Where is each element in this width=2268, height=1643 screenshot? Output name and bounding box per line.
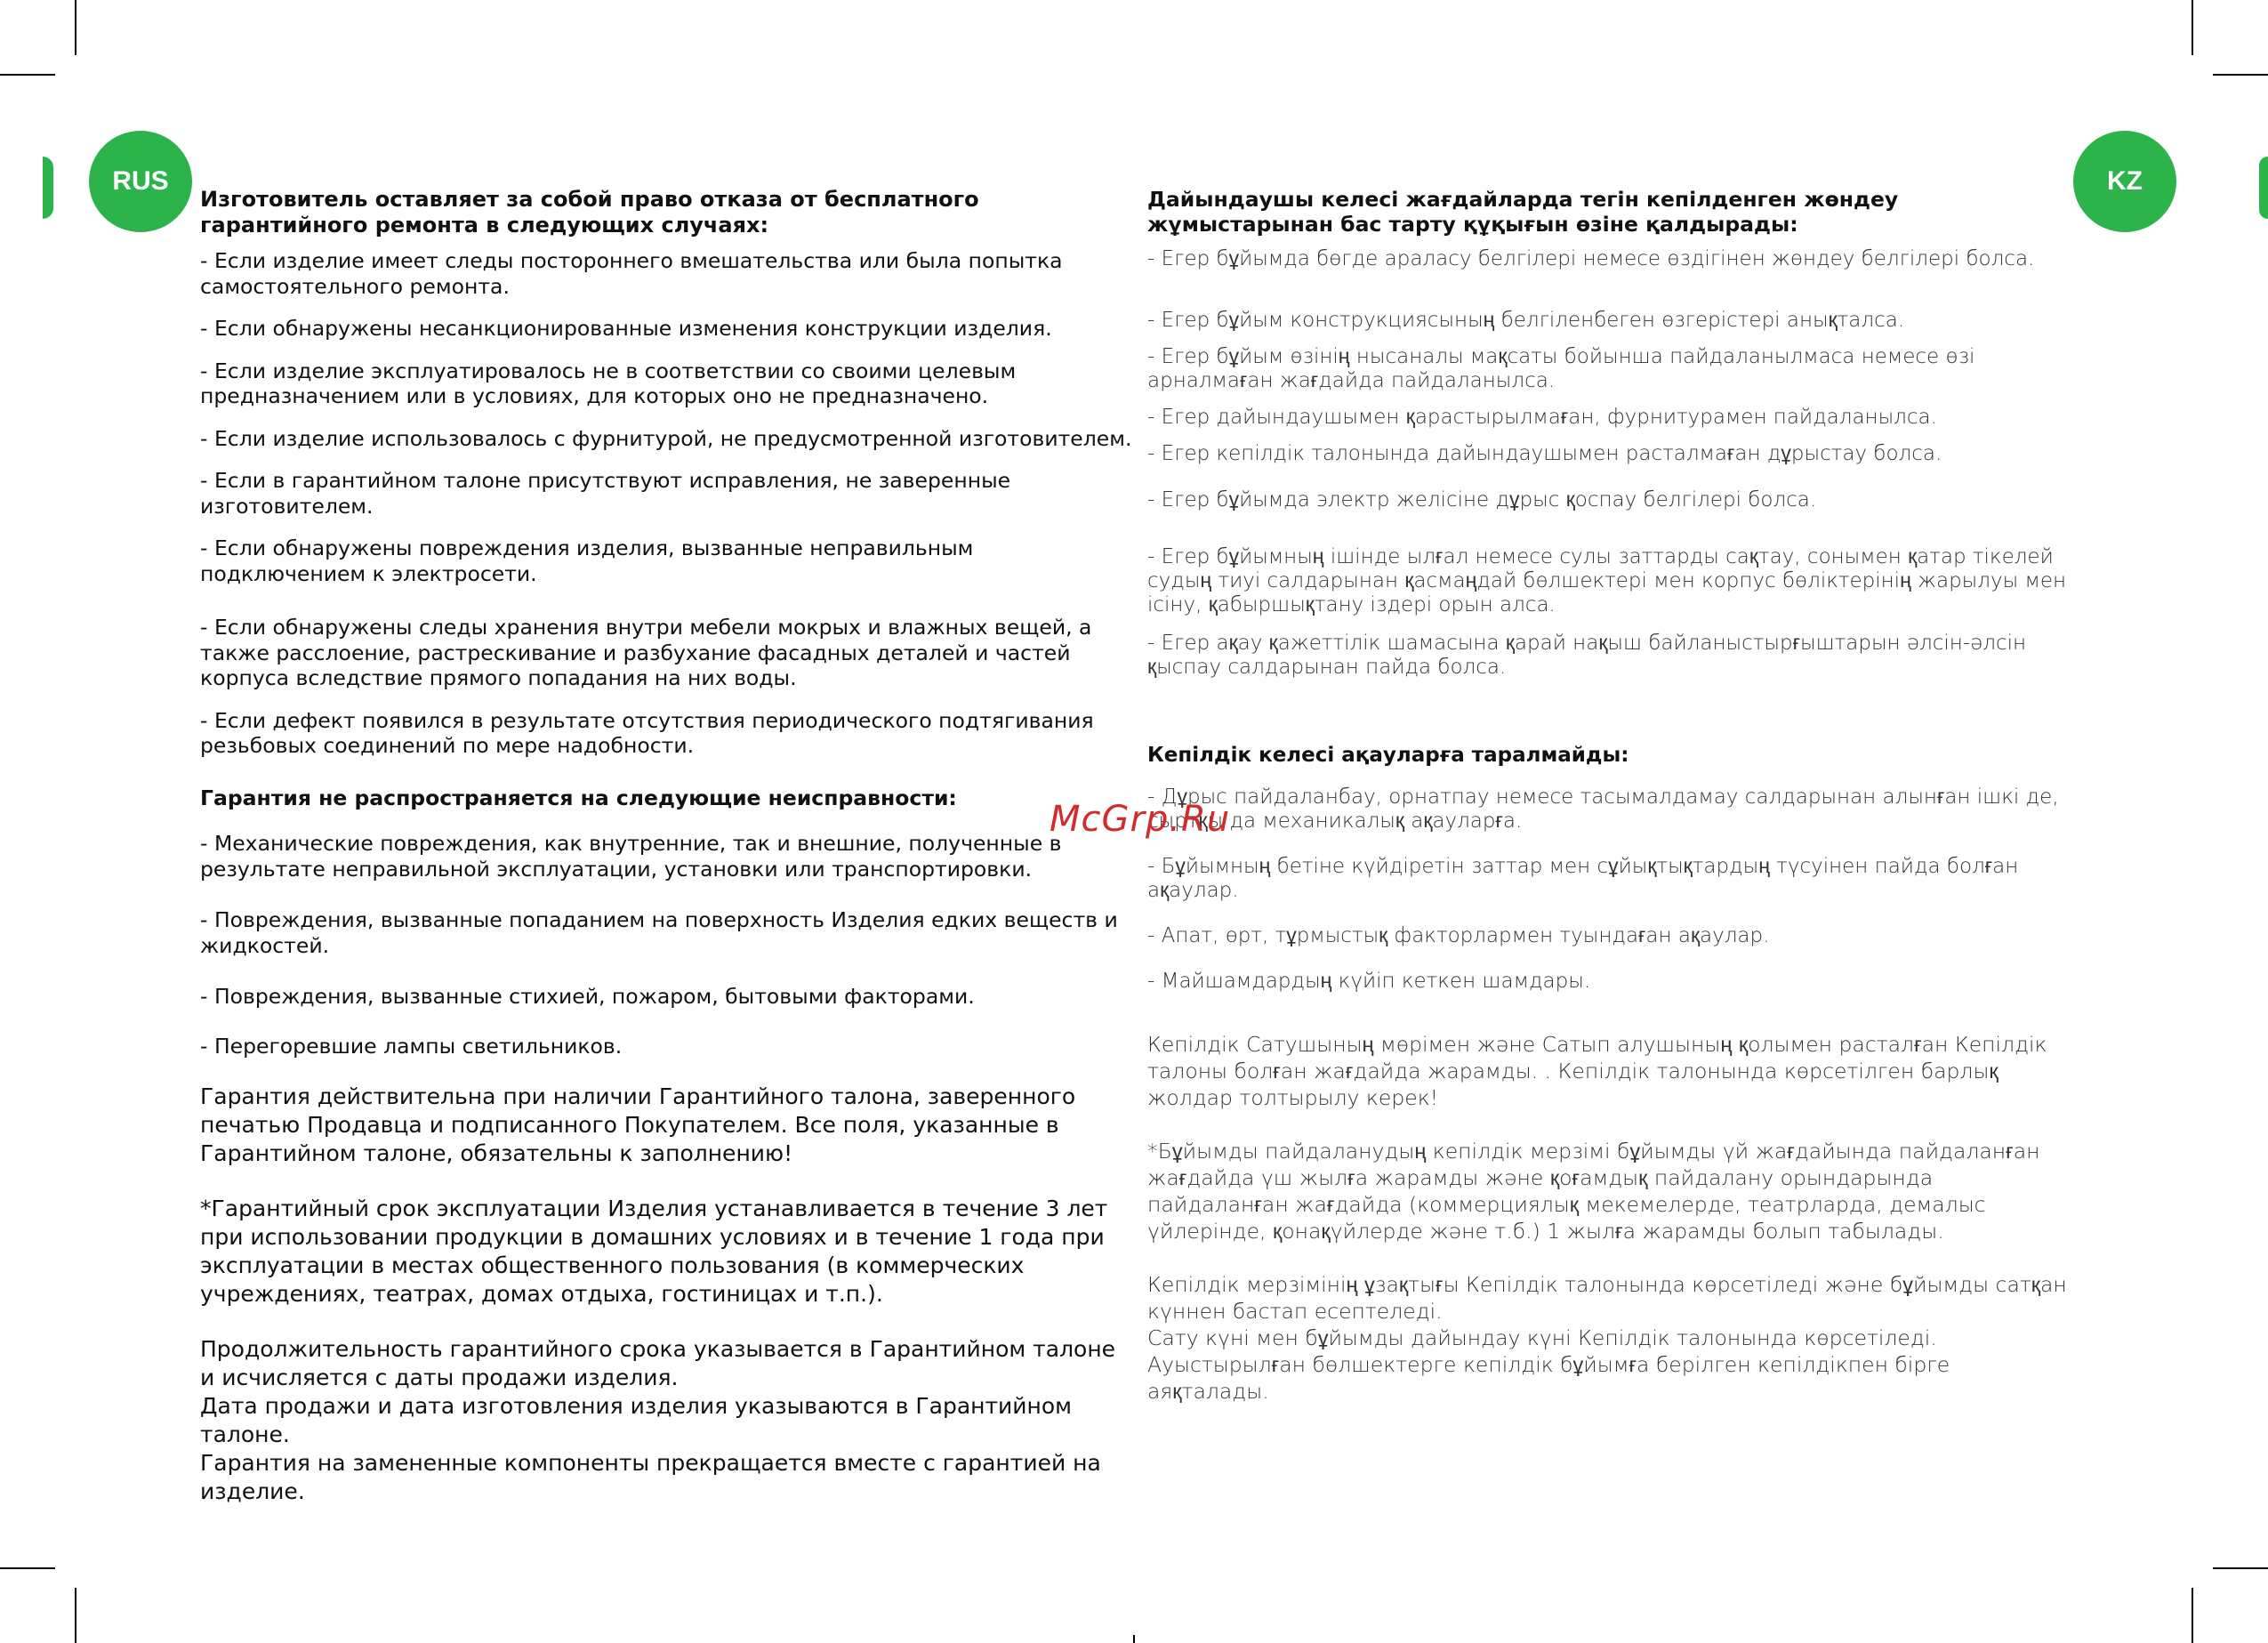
kz-paragraph-term: *Бұйымды пайдаланудың кепілдік мерзімі бұйымды үй жағдайында пайдаланған жағдайда үш жылға жарамды және қоғамдық пайдалану орындарында пайдаланған жағдайда (коммерциялық мекемелерде, театрларда, демалыс үйлерінде, қонақүйлерде және т.б.) 1 жылға жарамды болып табылады. bbox=[1147, 1139, 2040, 1244]
list-item: - Егер ақау қажеттілік шамасына қарай нақыш байланыстырғыштарын әлсін-әлсін қыспау салдарынан пайда болса. bbox=[1147, 632, 2027, 679]
kz-column bbox=[1147, 187, 2072, 1405]
list-item: - Егер бұйымда электр желісіне дұрыс қоспау белгілері болса. bbox=[1147, 488, 1817, 511]
crop-mark bbox=[75, 1588, 76, 1643]
list-item: - Если в гарантийном талоне присутствуют исправления, не заверенные изготовителем. bbox=[200, 468, 1011, 519]
green-edge-tab bbox=[2259, 157, 2268, 219]
list-item: - Если обнаружены несанкционированные изменения конструкции изделия. bbox=[200, 316, 1052, 341]
rus-heading-exclusions: Гарантия не распространяется на следующие неисправности: bbox=[200, 785, 957, 810]
kz-paragraph-line: Кепілдік мерзімінің ұзақтығы Кепілдік талонында көрсетіледі және бұйымды сатқан күннен бастап есептеледі. bbox=[1147, 1272, 2067, 1324]
list-item: - Егер кепілдік талонында дайындаушымен расталмаған дұрыстау болса. bbox=[1147, 442, 1942, 465]
crop-mark bbox=[2213, 1567, 2268, 1569]
list-item: - Перегоревшие лампы светильников. bbox=[200, 1033, 623, 1059]
list-item: - Бұйымның бетіне күйдіретін заттар мен сұйықтықтардың түсуінен пайда болған ақаулар. bbox=[1147, 855, 2019, 902]
list-item: - Механические повреждения, как внутренние, так и внешние, полученные в результате неправильной эксплуатации, установки или транспортировки. bbox=[200, 831, 1062, 882]
list-item: - Дұрыс пайдаланбау, орнатпау немесе тасымалдамау салдарынан алынған ішкі де, сыртқы да механикалық ақауларға. bbox=[1147, 785, 2059, 833]
list-item: - Егер бұйымда бөгде араласу белгілері немесе өздігінен жөндеу белгілері болса. bbox=[1147, 247, 2035, 270]
crop-mark bbox=[0, 1567, 55, 1569]
language-badge-kz: KZ bbox=[2073, 131, 2176, 232]
list-item: - Майшамдардың күйіп кеткен шамдары. bbox=[1147, 970, 1591, 993]
list-item: - Если обнаружены следы хранения внутри мебели мокрых и влажных вещей, а также расслоение, растрескивание и разбухание фасадных деталей и частей корпуса вследствие прямого попадания на них воды. bbox=[200, 615, 1092, 690]
kz-heading-exclusions: Кепілдік келесі ақауларға таралмайды: bbox=[1147, 744, 1629, 767]
rus-heading-refusal: Изготовитель оставляет за собой право отказа от бесплатного гарантийного ремонта в следующих случаях: bbox=[200, 187, 979, 238]
crop-mark bbox=[2192, 0, 2193, 55]
list-item: - Если изделие использовалось с фурнитурой, не предусмотренной изготовителем. bbox=[200, 425, 1132, 451]
rus-column bbox=[200, 187, 1134, 1506]
list-item: - Если обнаружены повреждения изделия, вызванные неправильным подключением к электросети. bbox=[200, 536, 974, 586]
rus-paragraph-line: Дата продажи и дата изготовления изделия указываются в Гарантийном талоне. bbox=[200, 1393, 1073, 1447]
list-item: - Егер дайындаушымен қарастырылмаған, фурнитурамен пайдаланылса. bbox=[1147, 406, 1937, 429]
list-item: - Если изделие имеет следы постороннего вмешательства или была попытка самостоятельного ремонта. bbox=[200, 248, 1063, 299]
green-edge-tab bbox=[43, 157, 53, 219]
rus-paragraph-term: *Гарантийный срок эксплуатации Изделия устанавливается в течение 3 лет при использовании продукции в домашних условиях и в течение 1 года при эксплуатации в местах общественного пользования (в коммерческих учреждениях, театрах, домах отдыха, гостиницах и т.п.). bbox=[200, 1196, 1108, 1307]
crop-mark bbox=[75, 0, 76, 55]
list-item: - Егер бұйымның ішінде ылғал немесе сулы заттарды сақтау, сонымен қатар тікелей судың тиуі салдарынан қасмаңдай бөлшектері мен корпус бөліктерінің жарылуы мен ісіну, қабыршықтану іздері орын алса. bbox=[1147, 545, 2067, 616]
list-item: - Повреждения, вызванные стихией, пожаром, бытовыми факторами. bbox=[200, 984, 975, 1009]
crop-mark bbox=[2213, 74, 2268, 76]
rus-paragraph-line: Продолжительность гарантийного срока указывается в Гарантийном талоне и исчисляется с даты продажи изделия. bbox=[200, 1336, 1116, 1390]
crop-mark bbox=[0, 74, 55, 76]
kz-paragraph-line: Ауыстырылған бөлшектерге кепілдік бұйымға берілген кепілдікпен бірге аяқталады. bbox=[1147, 1352, 1950, 1404]
language-badge-rus: RUS bbox=[89, 131, 192, 232]
kz-heading-refusal: Дайындаушы келесі жағдайларда тегін кепілденген жөндеу жұмыстарынан бас тарту құқығын өзіне қалдырады: bbox=[1147, 187, 1899, 237]
crop-mark bbox=[2192, 1588, 2193, 1643]
crop-mark bbox=[1133, 1635, 1135, 1643]
list-item: - Повреждения, вызванные попаданием на поверхность Изделия едких веществ и жидкостей. bbox=[200, 907, 1118, 958]
list-item: - Если дефект появился в результате отсутствия периодического подтягивания резьбовых соединений по мере надобности. bbox=[200, 707, 1094, 758]
list-item: - Апат, өрт, тұрмыстық факторлармен туындаған ақаулар. bbox=[1147, 924, 1770, 947]
list-item: - Егер бұйым өзінің нысаналы мақсаты бойынша пайдаланылмаса немесе өзі арналмаған жағдайда пайдаланылса. bbox=[1147, 345, 1975, 392]
kz-paragraph-validity: Кепілдік Сатушының мөрімен және Сатып алушының қолымен расталған Кепілдік талоны болған жағдайда жарамды. . Кепілдік талонында көрсетілген барлық жолдар толтырылу керек! bbox=[1147, 1032, 2047, 1110]
list-item: - Если изделие эксплуатировалось не в соответствии со своими целевым предназначением или в условиях, для которых оно не предназначено. bbox=[200, 358, 1017, 408]
watermark-text: McGrp.Ru bbox=[1050, 799, 1231, 840]
rus-paragraph-validity: Гарантия действительна при наличии Гарантийного талона, заверенного печатью Продавца и подписанного Покупателем. Все поля, указанные в Гарантийном талоне, обязательны к заполнению! bbox=[200, 1083, 1076, 1166]
rus-paragraph-line: Гарантия на замененные компоненты прекращается вместе с гарантией на изделие. bbox=[200, 1450, 1101, 1504]
kz-paragraph-line: Сату күні мен бұйымды дайындау күні Кепілдік талонында көрсетіледі. bbox=[1147, 1325, 1937, 1350]
list-item: - Егер бұйым конструкциясының белгіленбеген өзгерістері анықталса. bbox=[1147, 309, 1905, 332]
